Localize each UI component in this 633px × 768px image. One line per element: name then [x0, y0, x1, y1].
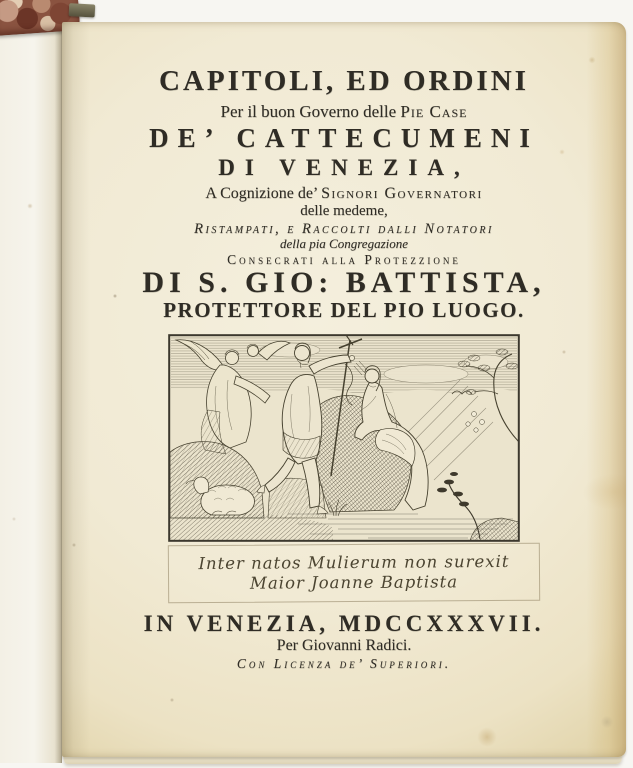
cognizione-smallcaps: Signori Governatori	[321, 185, 483, 202]
title-line-main: CAPITOLI, ED ORDINI	[159, 65, 529, 97]
title-line-medeme: delle medeme,	[300, 203, 388, 219]
title-line-venezia: DI VENEZIA,	[218, 155, 470, 180]
imprint-place-year: IN VENEZIA, MDCCXXXVII.	[143, 611, 545, 636]
caption-line-2: Maior Joanne Baptista	[249, 572, 459, 593]
engraving-caption	[168, 543, 540, 604]
subtitle-smallcaps: Pie Case	[400, 102, 468, 121]
title-line-protettore: PROTETTORE DEL PIO LUOGO.	[163, 298, 525, 322]
caption-line-1: Inter natos Mulierum non surexit	[198, 551, 510, 574]
title-line-cognizione	[62, 185, 626, 203]
cover-clasp	[69, 3, 96, 17]
imprint-license: Con Licenza de’ Superiori.	[236, 656, 452, 671]
cognizione-text: A Cognizione de’	[205, 185, 322, 202]
facing-page	[0, 28, 62, 763]
title-line-battista: DI S. GIO: BATTISTA,	[142, 266, 546, 299]
title-line-cattecumeni: DE’ CATTECUMENI	[149, 123, 539, 153]
title-line-congregazione: della pia Congregazione	[279, 236, 409, 251]
engraving-baptism-of-christ	[168, 334, 520, 602]
title-line-subtitle	[62, 102, 626, 121]
title-page	[62, 22, 626, 757]
title-line-ristampati: Ristampati, e Raccolti dalli Notatori	[194, 221, 494, 237]
title-line-consecrati: Consecrati alla Protezzione	[227, 252, 461, 267]
subtitle-text: Per il buon Governo delle	[220, 102, 401, 121]
title-page-content	[62, 22, 626, 757]
engraving-illustration	[168, 334, 520, 542]
imprint-printer: Per Giovanni Radici.	[276, 637, 412, 654]
